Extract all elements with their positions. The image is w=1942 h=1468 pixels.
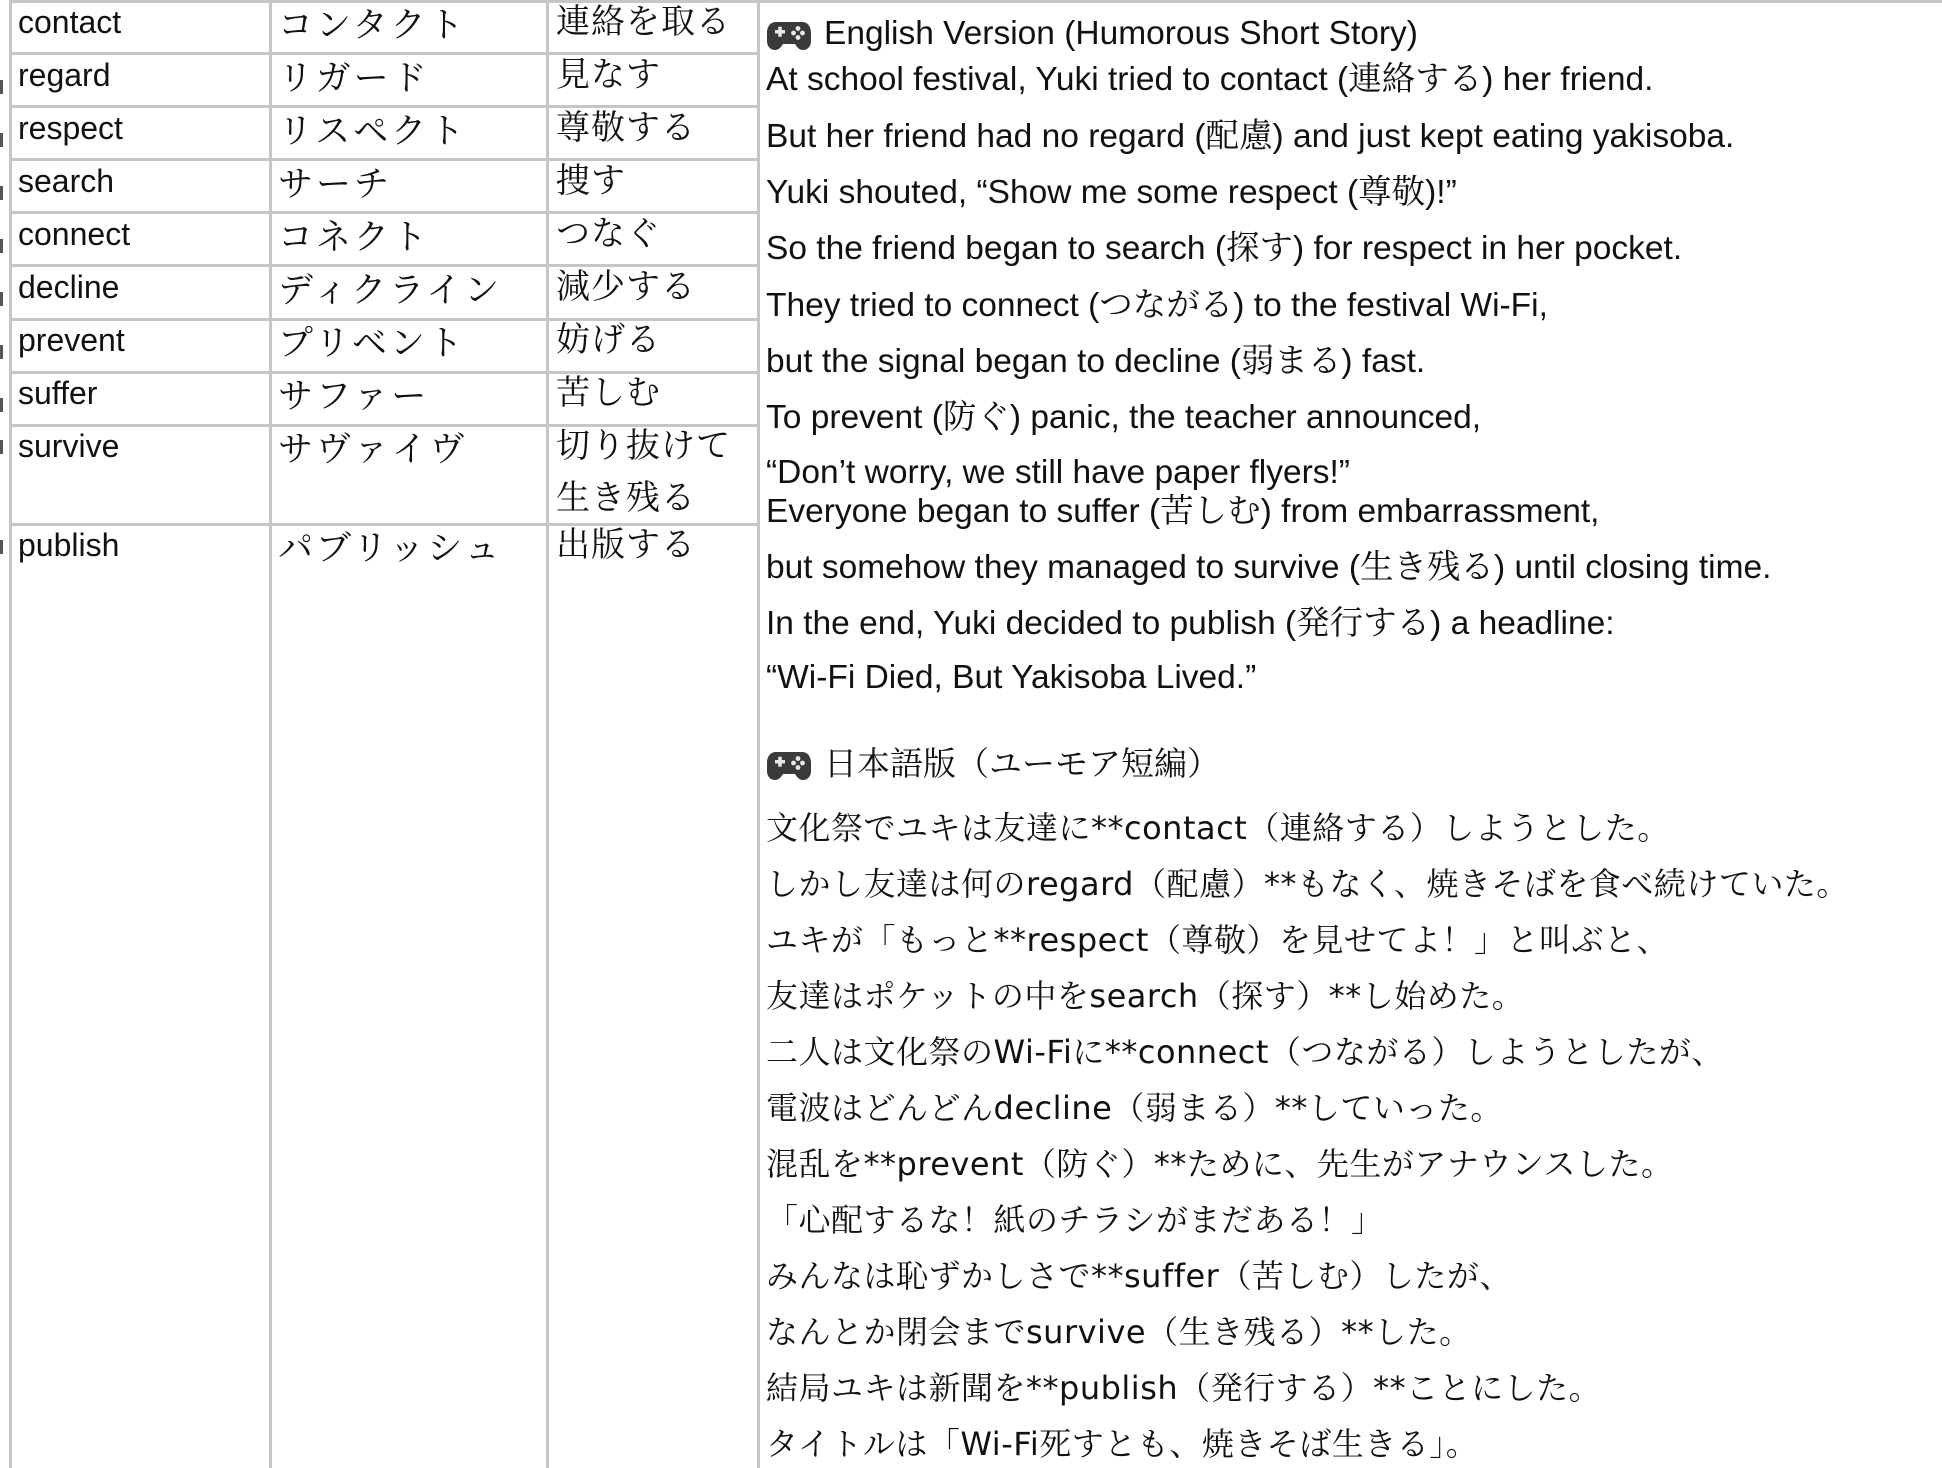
english-word-cell[interactable]: survive <box>18 428 120 464</box>
gamepad-icon <box>766 16 812 52</box>
english-word-cell[interactable]: decline <box>18 269 120 305</box>
katakana-cell[interactable]: サーチ <box>278 165 393 205</box>
story-line: At school festival, Yuki tried to contact (連絡する) her friend. <box>766 61 1654 98</box>
column-divider-2 <box>546 0 549 1468</box>
story-line: They tried to connect (つながる) to the festival Wi-Fi, <box>766 287 1548 324</box>
story-line: 混乱を**prevent（防ぐ）**ために、先生がアナウンスした。 <box>766 1145 1674 1183</box>
story-line: but the signal began to decline (弱まる) fast. <box>766 343 1426 380</box>
katakana-cell[interactable]: ディクライン <box>278 271 503 311</box>
story-line: So the friend began to search (探す) for respect in her pocket. <box>766 230 1683 267</box>
row-marker <box>0 398 3 412</box>
story-line: みんなは恥ずかしさで**suffer（苦しむ）したが、 <box>766 1257 1512 1295</box>
japanese-meaning-cell[interactable]: 切り抜けて <box>556 426 731 466</box>
japanese-meaning-cell[interactable]: 連絡を取る <box>556 2 731 42</box>
english-word-cell[interactable]: contact <box>18 4 122 40</box>
japanese-meaning-cell[interactable]: 減少する <box>556 267 696 307</box>
japanese-meaning-cell[interactable]: つなぐ <box>556 214 661 254</box>
katakana-cell[interactable]: コンタクト <box>278 6 467 46</box>
row-marker <box>0 345 3 359</box>
row-marker <box>0 440 3 454</box>
japanese-meaning-cell-line2: 生き残る <box>556 478 696 518</box>
katakana-cell[interactable]: サヴァイヴ <box>278 430 468 470</box>
story-line: Yuki shouted, “Show me some respect (尊敬)!” <box>766 174 1457 211</box>
japanese-meaning-cell[interactable]: 尊敬する <box>556 108 696 148</box>
katakana-cell[interactable]: コネクト <box>278 218 431 258</box>
english-story-title: English Version (Humorous Short Story) <box>824 15 1418 52</box>
katakana-cell[interactable]: パブリッシュ <box>278 529 503 569</box>
english-story-heading <box>766 12 1418 56</box>
english-word-cell[interactable]: connect <box>18 216 131 252</box>
story-line: なんとか閉会までsurvive（生き残る）**した。 <box>766 1313 1472 1351</box>
story-line: しかし友達は何のregard（配慮）**もなく、焼きそばを食べ続けていた。 <box>766 865 1849 903</box>
story-line: “Wi-Fi Died, But Yakisoba Lived.” <box>766 659 1257 696</box>
story-line: ユキが「もっと**respect（尊敬）を見せてよ！」と叫ぶと、 <box>766 921 1669 959</box>
story-line: 結局ユキは新聞を**publish（発行する）**ことにした。 <box>766 1369 1602 1407</box>
japanese-story-title: 日本語版（ユーモア短編） <box>824 744 1220 783</box>
english-word-cell[interactable]: search <box>18 163 115 199</box>
english-word-cell[interactable]: publish <box>18 527 120 563</box>
story-line: タイトルは「Wi-Fi死すとも、焼きそば生きる」。 <box>766 1425 1479 1463</box>
english-word-cell[interactable]: suffer <box>18 375 98 411</box>
row-marker <box>0 292 3 306</box>
japanese-meaning-cell[interactable]: 出版する <box>556 525 696 565</box>
column-divider-3 <box>757 0 760 1468</box>
katakana-cell[interactable]: サファー <box>278 377 430 417</box>
row-marker <box>0 133 3 147</box>
story-line: But her friend had no regard (配慮) and just kept eating yakisoba. <box>766 118 1735 155</box>
story-line: In the end, Yuki decided to publish (発行する) a headline: <box>766 605 1615 642</box>
story-line: 電波はどんどんdecline（弱まる）**していった。 <box>766 1089 1503 1127</box>
table-left-border <box>9 0 12 1468</box>
story-line: “Don’t worry, we still have paper flyers!” <box>766 454 1350 491</box>
story-line: but somehow they managed to survive (生き残る) until closing time. <box>766 549 1772 586</box>
gamepad-icon <box>766 746 812 782</box>
story-line: 二人は文化祭のWi-Fiに**connect（つながる）しようとしたが、 <box>766 1033 1724 1071</box>
japanese-story-heading <box>766 742 1220 786</box>
row-marker <box>0 80 3 94</box>
row-marker <box>0 239 3 253</box>
story-line: Everyone began to suffer (苦しむ) from embarrassment, <box>766 493 1600 530</box>
column-divider-1 <box>269 0 272 1468</box>
katakana-cell[interactable]: リガード <box>278 59 430 99</box>
story-line: 「心配するな！紙のチラシがまだある！」 <box>766 1201 1384 1239</box>
story-line: To prevent (防ぐ) panic, the teacher announced, <box>766 399 1482 436</box>
english-word-cell[interactable]: prevent <box>18 322 125 358</box>
english-word-cell[interactable]: respect <box>18 110 123 146</box>
english-word-cell[interactable]: regard <box>18 57 111 93</box>
story-line: 友達はポケットの中をsearch（探す）**し始めた。 <box>766 977 1525 1015</box>
row-marker <box>0 186 3 200</box>
japanese-meaning-cell[interactable]: 捜す <box>556 161 626 201</box>
katakana-cell[interactable]: リスペクト <box>278 112 468 152</box>
japanese-meaning-cell[interactable]: 苦しむ <box>556 373 661 413</box>
row-marker <box>0 540 3 554</box>
katakana-cell[interactable]: プリベント <box>278 324 466 364</box>
japanese-meaning-cell[interactable]: 妨げる <box>556 320 661 360</box>
japanese-meaning-cell[interactable]: 見なす <box>556 55 661 95</box>
story-line: 文化祭でユキは友達に**contact（連絡する）しようとした。 <box>766 809 1670 847</box>
